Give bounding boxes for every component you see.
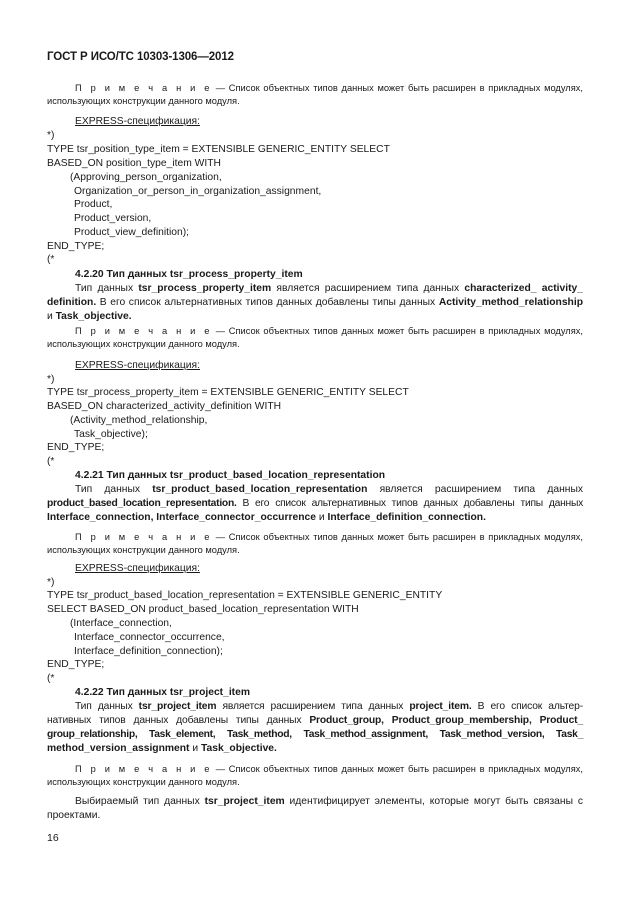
section-heading: 4.2.20 Тип данных tsr_process_property_item <box>75 269 303 280</box>
section-heading: 4.2.21 Тип данных tsr_product_based_location_representation <box>75 470 386 481</box>
paragraph-line: group_relationship, Task_element, Task_method, Task_method_assignment, Task_method_version, Task_ <box>47 729 583 740</box>
page-number: 16 <box>47 832 59 844</box>
express-label: EXPRESS-спецификация: <box>75 360 200 371</box>
note-line: П р и м е ч а н и е — Список объектных типов данных может быть расширен в прикладных модулях, <box>75 764 583 774</box>
note-line: П р и м е ч а н и е — Список объектных типов данных может быть расширен в прикладных модулях, <box>75 326 583 336</box>
code-line: END_TYPE; <box>47 442 105 453</box>
note-line: П р и м е ч а н и е — Список объектных типов данных может быть расширен в прикладных модулях, <box>75 83 583 93</box>
express-label: EXPRESS-спецификация: <box>75 563 200 574</box>
code-line: *) <box>47 130 55 141</box>
code-line: Product, <box>74 199 113 210</box>
paragraph-line: Тип данных tsr_project_item является расширением типа данных project_item. В его список альтер- <box>75 701 583 712</box>
paragraph-line: Тип данных tsr_product_based_location_representation является расширением типа данных <box>75 484 583 495</box>
code-line: BASED_ON position_type_item WITH <box>47 158 221 169</box>
code-line: Product_view_definition); <box>74 227 190 238</box>
code-line: (* <box>47 673 55 684</box>
paragraph-line: нативных типов данных добавлены типы данных Product_group, Product_group_membership, Product_ <box>47 715 583 726</box>
paragraph-line: Выбираемый тип данных tsr_project_item идентифицирует элементы, которые могут быть связаны с <box>75 796 583 807</box>
code-line: (* <box>47 254 55 265</box>
paragraph-line: Interface_connection, Interface_connector_occurrence и Interface_definition_connection. <box>47 512 486 523</box>
code-line: TYPE tsr_product_based_location_representation = EXTENSIBLE GENERIC_ENTITY <box>47 590 443 601</box>
code-line: END_TYPE; <box>47 659 105 670</box>
paragraph-line: product_based_location_representation. В его список альтернативных типов данных добавлены типы данных <box>47 498 583 509</box>
paragraph-line: проектами. <box>47 810 101 821</box>
code-line: (Activity_method_relationship, <box>70 415 208 426</box>
paragraph-line: и Task_objective. <box>47 311 132 322</box>
code-line: (Approving_person_organization, <box>70 172 222 183</box>
code-line: (* <box>47 456 55 467</box>
code-line: END_TYPE; <box>47 241 105 252</box>
note-line: использующих конструкции данного модуля. <box>47 545 240 555</box>
code-line: *) <box>47 374 55 385</box>
code-line: SELECT BASED_ON product_based_location_representation WITH <box>47 604 359 615</box>
paragraph-line: method_version_assignment и Task_objective. <box>47 743 277 754</box>
code-line: Product_version, <box>74 213 152 224</box>
code-line: BASED_ON characterized_activity_definition WITH <box>47 401 282 412</box>
code-line: *) <box>47 577 55 588</box>
note-line: использующих конструкции данного модуля. <box>47 339 240 349</box>
note-line: использующих конструкции данного модуля. <box>47 777 240 787</box>
document-header: ГОСТ Р ИСО/ТС 10303-1306—2012 <box>47 51 234 63</box>
code-line: TYPE tsr_position_type_item = EXTENSIBLE GENERIC_ENTITY SELECT <box>47 144 390 155</box>
code-line: Interface_connector_occurrence, <box>74 632 225 643</box>
express-label: EXPRESS-спецификация: <box>75 116 200 127</box>
note-line: П р и м е ч а н и е — Список объектных типов данных может быть расширен в прикладных модулях, <box>75 532 583 542</box>
code-line: (Interface_connection, <box>70 618 172 629</box>
paragraph-line: definition. В его список альтернативных типов данных добавлены типы данных Activity_method_relationship <box>47 297 583 308</box>
code-line: TYPE tsr_process_property_item = EXTENSIBLE GENERIC_ENTITY SELECT <box>47 387 409 398</box>
code-line: Organization_or_person_in_organization_assignment, <box>74 186 322 197</box>
paragraph-line: Тип данных tsr_process_property_item является расширением типа данных characterized_ activity_ <box>75 283 583 294</box>
section-heading: 4.2.22 Тип данных tsr_project_item <box>75 687 250 698</box>
note-line: использующих конструкции данного модуля. <box>47 96 240 106</box>
code-line: Task_objective); <box>74 429 148 440</box>
code-line: Interface_definition_connection); <box>74 646 223 657</box>
